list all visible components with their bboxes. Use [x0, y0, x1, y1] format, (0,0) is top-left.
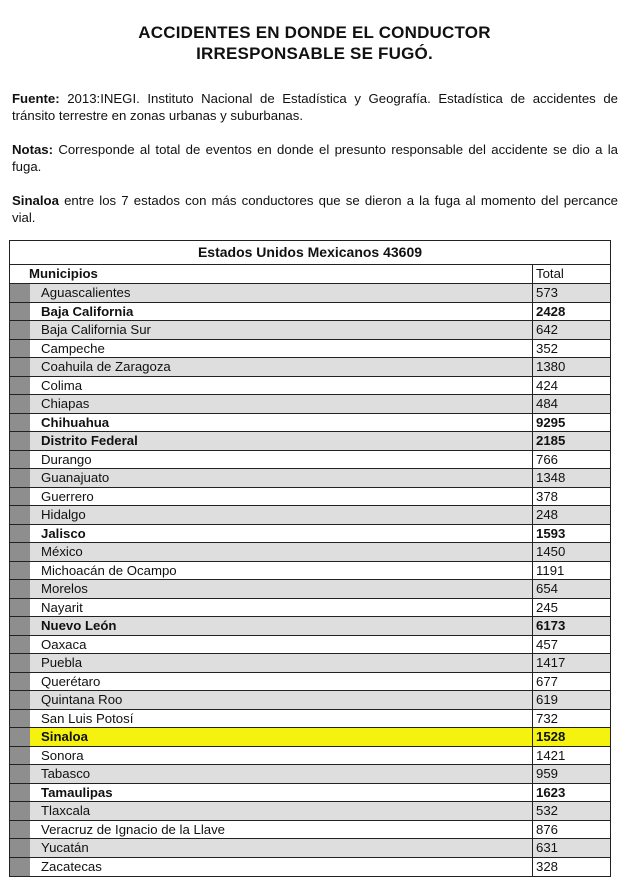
state-total: 876: [532, 821, 610, 839]
state-name: Zacatecas: [41, 858, 102, 874]
state-total: 484: [532, 395, 610, 413]
row-indent-cell: [10, 858, 30, 877]
table-row: [10, 451, 610, 470]
state-total: 9295: [532, 414, 610, 432]
state-total: 6173: [532, 617, 610, 635]
state-name: Distrito Federal: [41, 433, 138, 448]
table-row: [10, 432, 610, 451]
row-indent-cell: [10, 395, 30, 413]
row-indent-cell: [10, 562, 30, 580]
state-name: Aguascalientes: [41, 285, 131, 300]
state-name: México: [41, 544, 83, 559]
table-row: [10, 358, 610, 377]
notes-paragraph: [12, 141, 618, 175]
table-row: [10, 784, 610, 803]
state-total: 654: [532, 580, 610, 598]
state-total: 1528: [532, 728, 610, 746]
row-indent-cell: [10, 321, 30, 339]
state-total: 573: [532, 284, 610, 302]
table-row: [10, 488, 610, 507]
state-name: Nuevo León: [41, 618, 117, 633]
row-indent-cell: [10, 599, 30, 617]
sinaloa-label: Sinaloa: [12, 193, 59, 208]
row-indent-cell: [10, 469, 30, 487]
table-row: [10, 654, 610, 673]
row-indent-cell: [10, 654, 30, 672]
state-total: 457: [532, 636, 610, 654]
state-total: 766: [532, 451, 610, 469]
row-indent-cell: [10, 747, 30, 765]
state-name: Michoacán de Ocampo: [41, 562, 177, 578]
title-line-2: IRRESPONSABLE SE FUGÓ.: [196, 44, 433, 63]
state-total: 959: [532, 765, 610, 783]
state-name: Baja California: [41, 303, 134, 319]
state-name: Yucatán: [41, 840, 89, 855]
state-name: Jalisco: [41, 525, 86, 541]
document-title: [0, 22, 629, 64]
row-indent-cell: [10, 488, 30, 506]
source-text: 2013:INEGI. Instituto Nacional de Estadística y Geografía. Estadística de accidentes de tránsito terrestre en zonas urbanas y suburbanas.: [12, 91, 618, 123]
row-indent-cell: [10, 506, 30, 524]
row-indent-cell: [10, 710, 30, 728]
table-row: [10, 858, 610, 877]
table-row: [10, 377, 610, 396]
table-row: [10, 525, 610, 544]
state-total: 424: [532, 377, 610, 395]
state-total: 631: [532, 839, 610, 857]
state-name: Oaxaca: [41, 636, 87, 652]
row-indent-cell: [10, 303, 30, 321]
state-total: 2428: [532, 303, 610, 321]
state-name: Tabasco: [41, 766, 91, 781]
row-indent-cell: [10, 432, 30, 450]
row-indent-cell: [10, 340, 30, 358]
state-name: Chiapas: [41, 396, 90, 411]
table-row: [10, 802, 610, 821]
state-total: 1593: [532, 525, 610, 543]
state-name: Veracruz de Ignacio de la Llave: [41, 821, 226, 837]
table-row: [10, 580, 610, 599]
state-name: Sonora: [41, 747, 84, 763]
row-indent-cell: [10, 821, 30, 839]
source-paragraph: [12, 90, 618, 124]
row-indent-cell: [10, 377, 30, 395]
state-name: Puebla: [41, 655, 83, 670]
state-name: Tamaulipas: [41, 784, 113, 800]
state-name: Nayarit: [41, 599, 83, 615]
state-total: 328: [532, 858, 610, 877]
row-indent-cell: [10, 525, 30, 543]
table-body: [10, 265, 610, 876]
table-row: [10, 821, 610, 840]
table-row: [10, 395, 610, 414]
state-name: Durango: [41, 451, 92, 467]
table-row: [10, 284, 610, 303]
table-row: [10, 673, 610, 692]
state-total: 619: [532, 691, 610, 709]
state-name: Sinaloa: [41, 729, 88, 744]
state-total: 1191: [532, 562, 610, 580]
table-row: [10, 710, 610, 729]
state-name: Querétaro: [41, 673, 101, 689]
state-total: 677: [532, 673, 610, 691]
state-total: 352: [532, 340, 610, 358]
table-row: [10, 617, 610, 636]
state-name: Hidalgo: [41, 507, 86, 522]
state-total: 1417: [532, 654, 610, 672]
state-total: 1450: [532, 543, 610, 561]
notes-text: Corresponde al total de eventos en donde el presunto responsable del accidente se dio a la fuga.: [12, 142, 618, 174]
row-indent-cell: [10, 673, 30, 691]
state-total: 732: [532, 710, 610, 728]
table-row: [10, 562, 610, 581]
table-row: [10, 340, 610, 359]
table-row: [10, 728, 610, 747]
row-indent-cell: [10, 636, 30, 654]
accidents-table: [9, 240, 611, 877]
table-title: Estados Unidos Mexicanos 43609: [10, 241, 610, 265]
table-row: [10, 414, 610, 433]
title-line-1: ACCIDENTES EN DONDE EL CONDUCTOR: [138, 23, 491, 42]
source-label: Fuente:: [12, 91, 60, 106]
row-indent-cell: [10, 580, 30, 598]
state-name: Quintana Roo: [41, 692, 123, 707]
row-indent-cell: [10, 543, 30, 561]
row-indent-cell: [10, 284, 30, 302]
state-total: 1623: [532, 784, 610, 802]
state-total: 1348: [532, 469, 610, 487]
row-indent-cell: [10, 617, 30, 635]
state-name: Morelos: [41, 581, 88, 596]
table-row: [10, 469, 610, 488]
state-name: Baja California Sur: [41, 322, 151, 337]
state-name: Tlaxcala: [41, 803, 91, 818]
state-name: Campeche: [41, 340, 105, 356]
row-indent-cell: [10, 765, 30, 783]
table-row: [10, 599, 610, 618]
table-row: [10, 321, 610, 340]
table-row: [10, 506, 610, 525]
table-row: [10, 765, 610, 784]
row-indent-cell: [10, 784, 30, 802]
state-name: Guanajuato: [41, 470, 110, 485]
table-row: [10, 839, 610, 858]
table-header-row: [10, 265, 610, 284]
state-name: San Luis Potosí: [41, 710, 134, 726]
state-total: 532: [532, 802, 610, 820]
row-indent-cell: [10, 451, 30, 469]
state-name: Coahuila de Zaragoza: [41, 359, 171, 374]
state-total: 1380: [532, 358, 610, 376]
state-total: 2185: [532, 432, 610, 450]
sinaloa-paragraph: [12, 192, 618, 226]
state-name: Chihuahua: [41, 414, 110, 430]
column-header-total: Total: [532, 265, 610, 283]
row-indent-cell: [10, 414, 30, 432]
row-indent-cell: [10, 839, 30, 857]
state-name: Guerrero: [41, 488, 94, 504]
table-row: [10, 543, 610, 562]
state-name: Colima: [41, 377, 83, 393]
state-total: 642: [532, 321, 610, 339]
sinaloa-text: entre los 7 estados con más conductores que se dieron a la fuga al momento del percance vial.: [12, 193, 618, 225]
state-total: 378: [532, 488, 610, 506]
state-total: 245: [532, 599, 610, 617]
table-row: [10, 691, 610, 710]
table-row: [10, 303, 610, 322]
row-indent-cell: [10, 358, 30, 376]
row-indent-cell: [10, 691, 30, 709]
notes-label: Notas:: [12, 142, 54, 157]
column-header-municipios: Municipios: [29, 266, 98, 281]
state-total: 248: [532, 506, 610, 524]
row-indent-cell: [10, 802, 30, 820]
table-row: [10, 747, 610, 766]
state-total: 1421: [532, 747, 610, 765]
table-row: [10, 636, 610, 655]
row-indent-cell: [10, 728, 30, 746]
